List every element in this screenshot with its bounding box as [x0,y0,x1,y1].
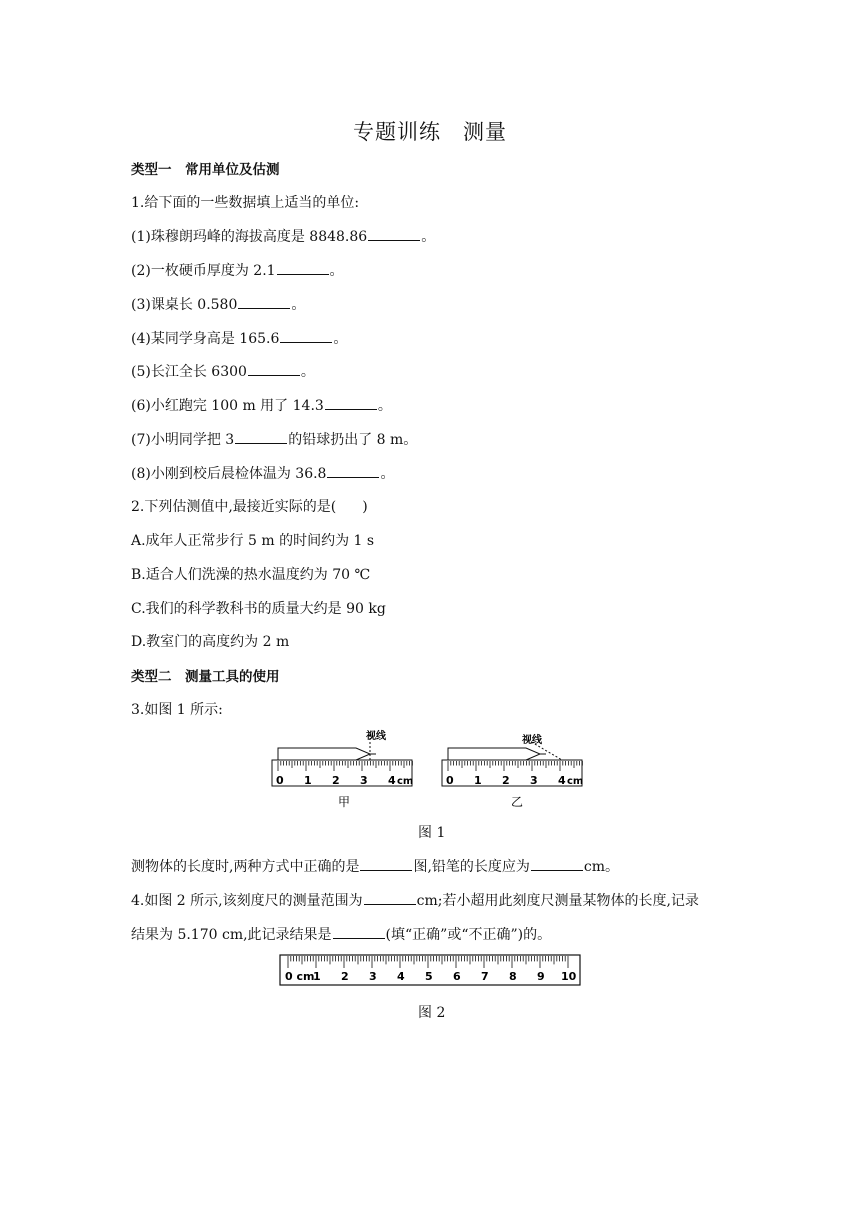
unit-label: cm [567,776,584,787]
q1-item-7 [131,429,417,449]
ruler-label: 9 [537,970,545,983]
q1-item-end: 。 [291,297,306,313]
ruler-label: 4 [397,970,405,983]
q1-item-end: 。 [377,398,392,414]
q4-text-c: 结果为 5.170 cm,此记录结果是 [131,927,332,943]
ruler-label: 1 [313,970,321,983]
q1-item-end: 的铅球扔出了 8 m。 [288,432,418,448]
q3-answer-line [131,856,619,876]
section-heading-1: 类型一 常用单位及估测 [131,162,280,178]
q1-item-text: (8)小刚到校后晨检体温为 36.8 [131,466,327,482]
q1-item-end: 。 [333,331,348,347]
q3-answer-text-a: 测物体的长度时,两种方式中正确的是 [131,859,360,875]
q1-item-end: 。 [300,364,315,380]
ruler-left [272,729,413,809]
pencil-right [448,748,540,760]
tick-label: 4 [558,774,566,787]
ruler-label: 5 [425,970,433,983]
q2-stem [131,496,368,516]
q1-item-text: (7)小明同学把 3 [131,432,235,448]
ruler-label: 8 [509,970,517,983]
tick-label: 2 [502,774,510,787]
tick-label: 0 [276,774,284,787]
answer-blank[interactable] [360,858,412,871]
q1-item-end: 。 [421,229,436,245]
q1-item-text: (4)某同学身高是 165.6 [131,331,280,347]
section-heading-2: 类型二 测量工具的使用 [131,669,280,685]
q2-option-a: A.成年人正常步行 5 m 的时间约为 1 s [131,533,375,549]
tick-label: 1 [474,774,482,787]
figure-2-caption: 图 2 [418,1005,446,1021]
q1-item-4 [131,328,347,348]
pencil-left [278,748,370,760]
q1-stem: 1.给下面的一些数据填上适当的单位: [131,195,360,211]
q1-item-6 [131,395,392,415]
figure-1-caption: 图 1 [418,825,446,841]
ruler-label: 10 [561,970,577,983]
answer-blank[interactable] [333,926,385,939]
q4-line-2 [131,924,551,944]
ruler-label: 7 [481,970,489,983]
q1-item-5 [131,361,315,381]
tick-label: 1 [304,774,312,787]
ruler-label: 0 cm [285,970,315,983]
sight-label: 视线 [522,735,542,746]
q1-item-end: 。 [380,466,395,482]
q1-item-text: (5)长江全长 6300 [131,364,247,380]
answer-blank[interactable] [280,330,332,343]
q4-text-a: 4.如图 2 所示,该刻度尺的测量范围为 [131,893,363,909]
q1-item-text: (6)小红跑完 100 m 用了 14.3 [131,398,324,414]
figure-label-yi: 乙 [511,795,524,809]
tick-label: 4 [388,774,396,787]
q1-item-text: (2)一枚硬币厚度为 2.1 [131,263,276,279]
answer-blank[interactable] [238,296,290,309]
q4-line-1 [131,890,699,910]
answer-blank[interactable] [368,228,420,241]
tick-label: 3 [360,774,368,787]
tick-label: 3 [530,774,538,787]
answer-blank[interactable] [277,262,329,275]
q1-item-text: (1)珠穆朗玛峰的海拔高度是 8848.86 [131,229,368,245]
q2-option-c: C.我们的科学教科书的质量大约是 90 kg [131,601,386,617]
answer-blank[interactable] [248,363,300,376]
q2-stem-close: ) [362,499,368,515]
q3-stem: 3.如图 1 所示: [131,702,223,718]
q4-text-b: cm;若小超用此刻度尺测量某物体的长度,记录 [416,893,699,909]
answer-blank[interactable] [325,397,377,410]
figure-label-jia: 甲 [338,795,351,809]
ruler-label: 6 [453,970,461,983]
q4-text-d: (填“正确”或“不正确”)的。 [385,927,552,943]
q2-option-d: D.教室门的高度约为 2 m [131,634,290,650]
q2-option-b: B.适合人们洗澡的热水温度约为 70 ℃ [131,567,371,583]
q1-item-end: 。 [329,263,344,279]
unit-label: cm [397,776,414,787]
q3-answer-text-b: 图,铅笔的长度应为 [413,859,530,875]
q3-answer-text-c: cm。 [583,859,620,875]
answer-blank[interactable] [531,858,583,871]
answer-blank[interactable] [235,431,287,444]
q1-item-1 [131,226,435,246]
q2-stem-text: 2.下列估测值中,最接近实际的是( [131,499,337,515]
sight-label: 视线 [366,731,386,742]
ruler-label: 2 [341,970,349,983]
answer-blank[interactable] [327,465,379,478]
tick-label: 2 [332,774,340,787]
q1-item-8 [131,463,394,483]
answer-blank[interactable] [364,892,416,905]
ruler-label: 3 [369,970,377,983]
figure-2-ruler [279,954,583,988]
q1-item-text: (3)课桌长 0.580 [131,297,238,313]
page-title: 专题训练 测量 [353,120,507,144]
ruler-right [442,733,583,809]
q1-item-3 [131,294,305,314]
q1-item-2 [131,260,344,280]
tick-label: 0 [446,774,454,787]
figure-1 [266,726,596,814]
